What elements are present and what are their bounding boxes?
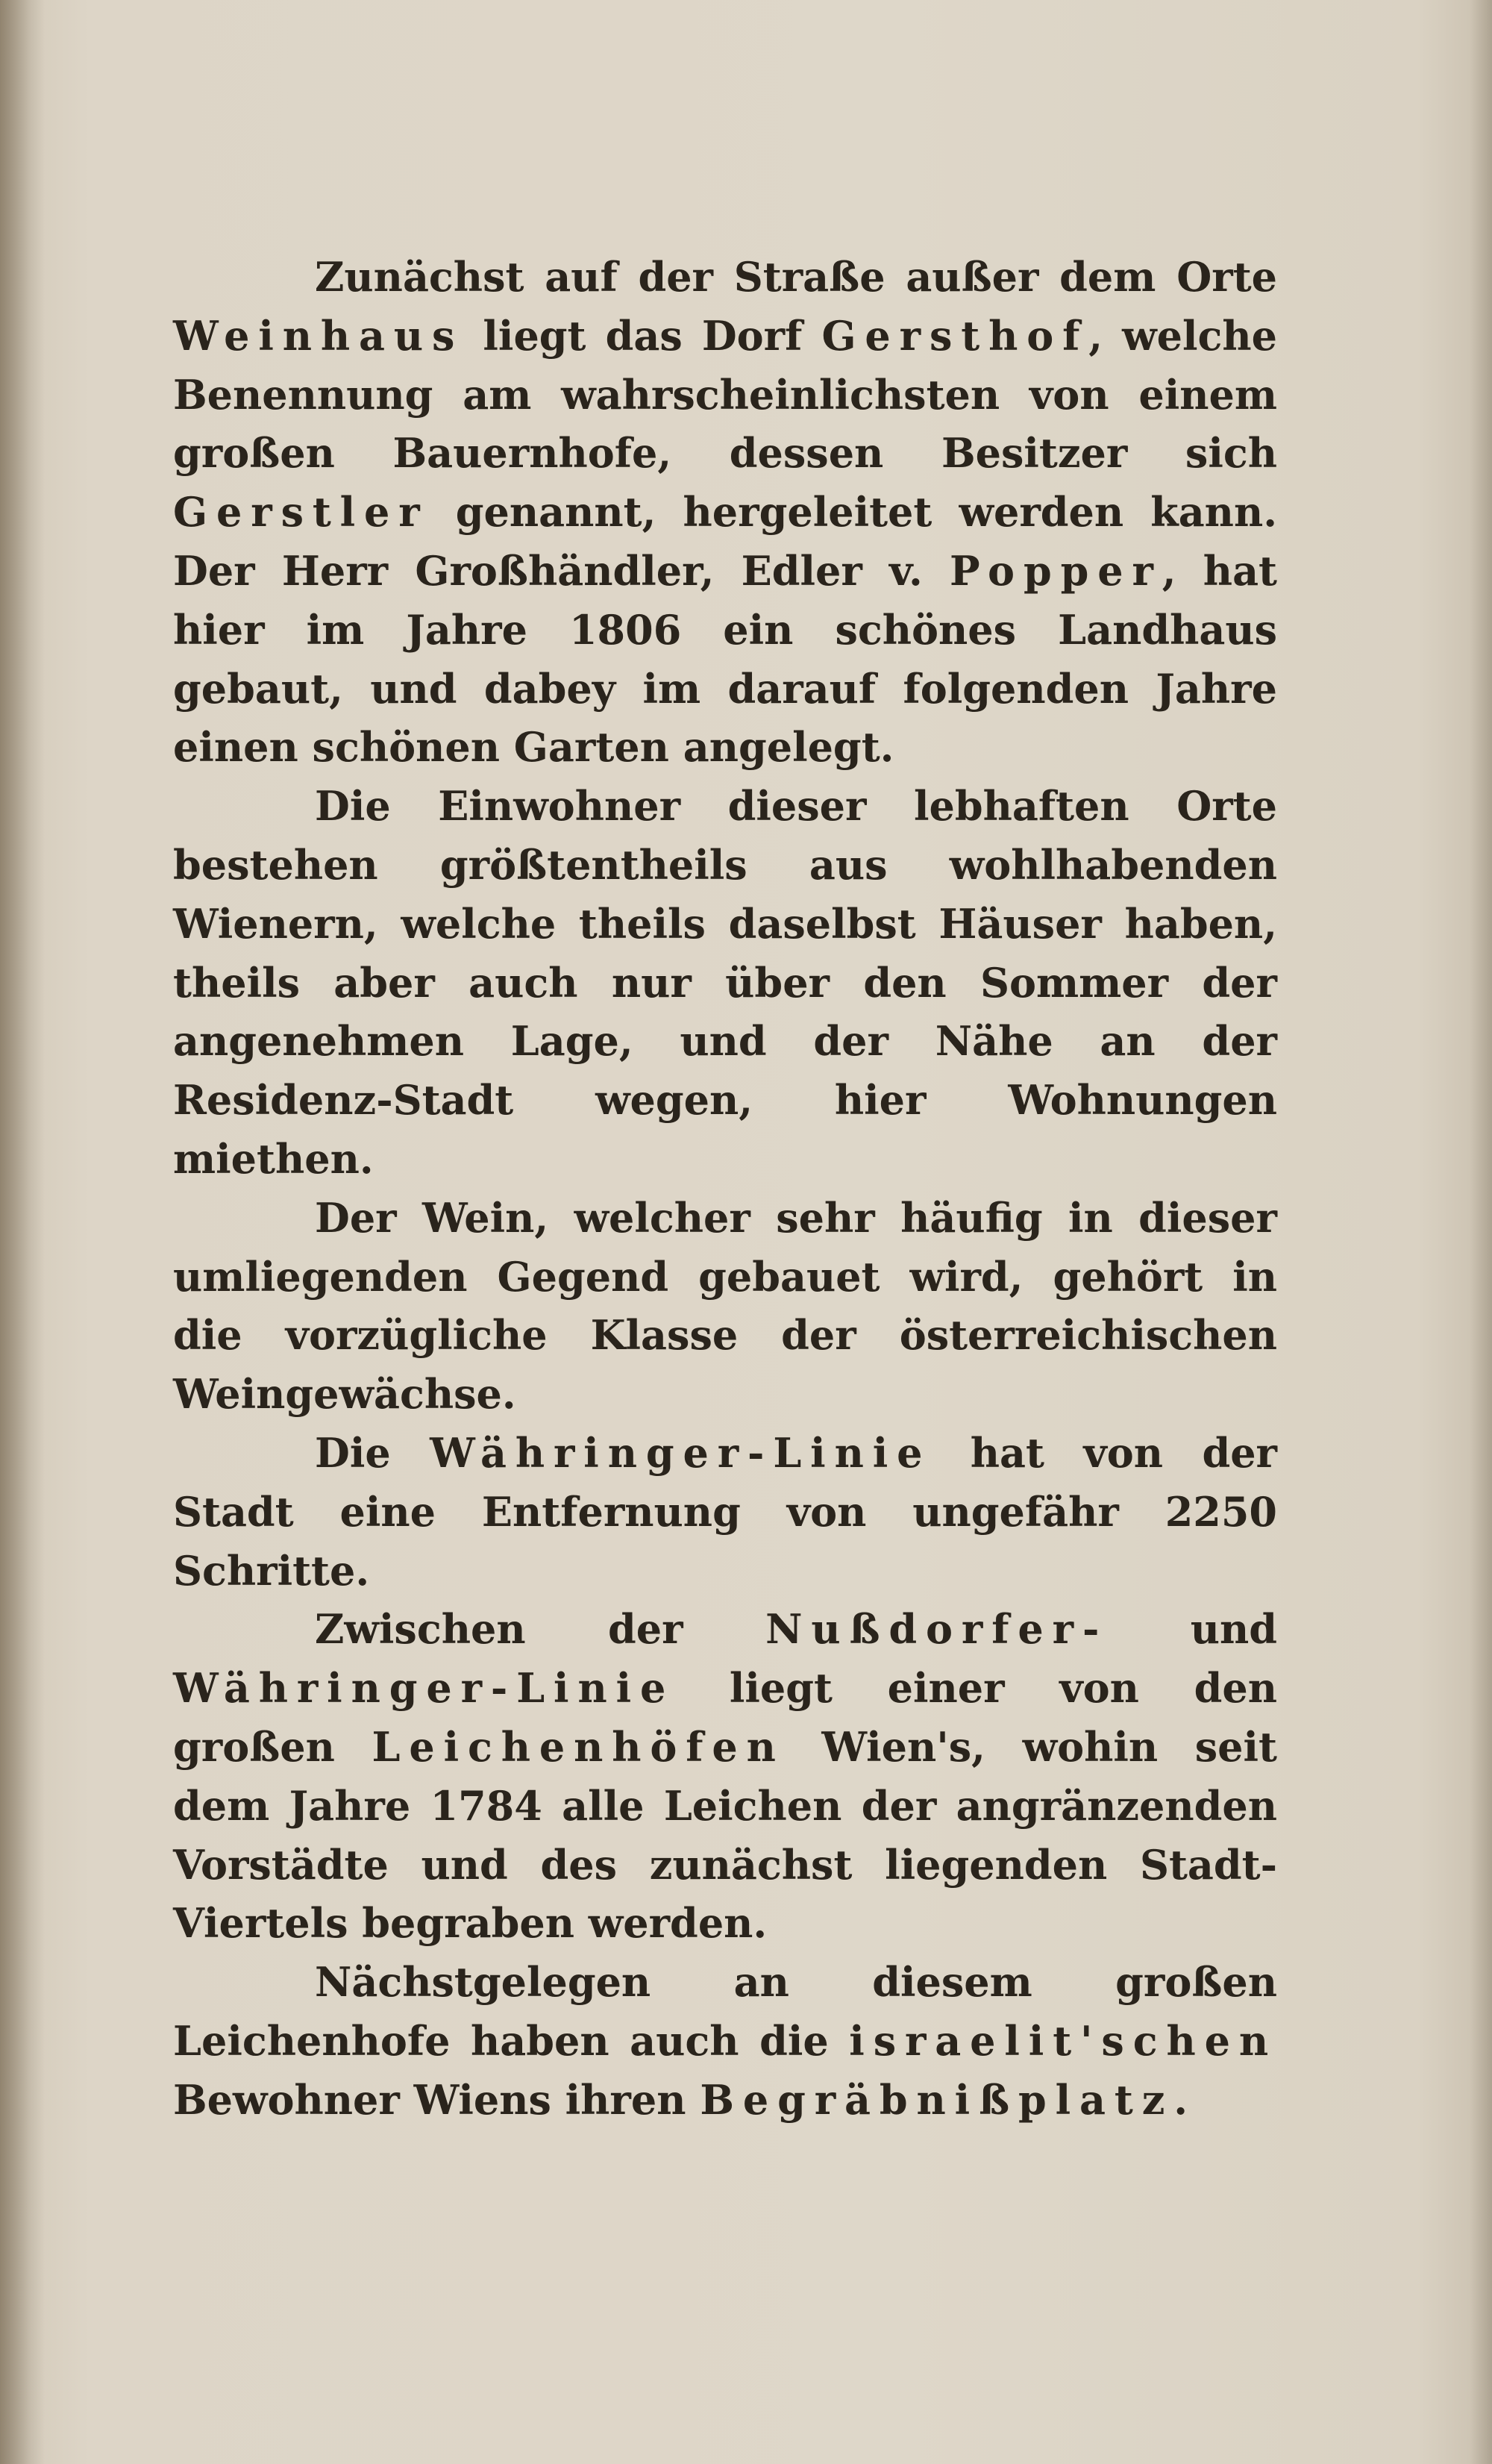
spaced-name: Begräbnißplatz: [700, 2075, 1174, 2124]
spaced-name: Weinhaus: [173, 311, 464, 360]
spaced-name: Leichenhöfen: [372, 1722, 785, 1771]
spaced-name: Nußdorfer-: [765, 1605, 1109, 1654]
spaced-name: israelit'schen: [849, 2016, 1277, 2065]
spaced-name: Währinger-Linie: [173, 1664, 675, 1713]
text-segment: , welche Benennung am wahrscheinlichsten von einem großen Bauernhofe, dessen Besitzer sich: [173, 311, 1278, 478]
text-segment: und: [1108, 1605, 1277, 1654]
spine-shadow: [0, 0, 45, 2464]
paragraph-1: [173, 248, 1277, 777]
text-segment: liegt das Dorf: [463, 311, 822, 360]
text-segment: , hat hier im Jahre 1806 ein schönes Landhaus gebaut, und dabey im darauf folgenden Jahre einen schönen Garten angelegt.: [173, 546, 1277, 772]
text-segment: Die: [315, 1428, 430, 1477]
text-segment: Die Einwohner dieser lebhaften Orte bestehen größtentheils aus wohlhabenden Wienern, welche theils daselbst Häuser haben, theils aber auch nur über den Sommer der angenehmen Lage, und der Nähe an der Residenz-Stadt wegen, hier Wohnungen miethen.: [173, 782, 1277, 1183]
paragraph-6: [173, 1953, 1277, 2129]
text-segment: Zunächst auf der Straße außer dem Orte: [315, 253, 1277, 301]
paragraph-5: [173, 1600, 1277, 1953]
text-segment: Nächstgelegen an diesem großen Leichenhofe haben auch die: [173, 1958, 1277, 2065]
spaced-name: Gerstler: [173, 488, 429, 537]
text-segment: .: [1173, 2075, 1188, 2124]
spaced-name: Popper: [950, 546, 1162, 595]
body-text: [173, 248, 1277, 2130]
text-segment: hat von der Stadt eine Entfernung von ungefähr 2250 Schritte.: [173, 1428, 1278, 1595]
text-segment: Wien's, wohin seit dem Jahre 1784 alle Leichen der angränzenden Vorstädte und des zunächst liegenden Stadt-Viertels begraben werden.: [173, 1722, 1277, 1948]
text-segment: liegt einer von den großen: [173, 1664, 1277, 1771]
page-edge: [1470, 0, 1492, 2464]
text-segment: genannt, hergeleitet werden kann. Der Herr Großhändler, Edler v.: [173, 488, 1277, 595]
paragraph-3: [173, 1189, 1277, 1424]
paragraph-2: [173, 777, 1277, 1189]
paragraph-4: [173, 1424, 1277, 1600]
text-segment: Bewohner Wiens ihren: [173, 2075, 700, 2124]
text-segment: Zwischen der: [315, 1605, 766, 1654]
spaced-name: Gersthof: [821, 311, 1089, 360]
text-segment: Der Wein, welcher sehr häufig in dieser umliegenden Gegend gebauet wird, gehört in die vorzügliche Klasse der österreichischen Weingewächse.: [173, 1193, 1277, 1419]
spaced-name: Währinger-Linie: [430, 1428, 932, 1477]
